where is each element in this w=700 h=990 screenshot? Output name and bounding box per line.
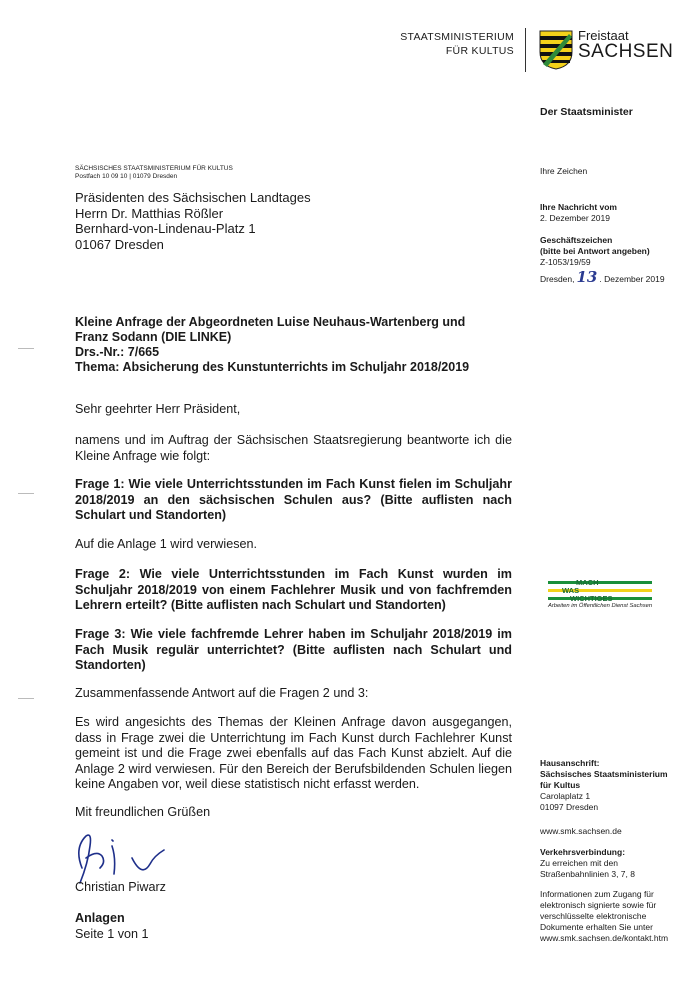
street: Carolaplatz 1 (540, 791, 591, 801)
salutation: Sehr geehrter Herr Präsident, (75, 402, 241, 416)
info-line: elektronisch signierte sowie für (540, 900, 657, 910)
date-day-handwritten: 13 (576, 268, 598, 286)
closing: Mit freundlichen Grüßen (75, 805, 211, 819)
recipient-line: Bernhard-von-Lindenau-Platz 1 (75, 221, 256, 236)
signer-name: Christian Piwarz (75, 880, 166, 894)
subject-line: Kleine Anfrage der Abgeordneten Luise Neuhaus-Wartenberg und (75, 315, 466, 329)
attachments-block (75, 910, 149, 942)
info-line: Dokumente erhalten Sie unter (540, 922, 653, 932)
info-line: verschlüsselte elektronische (540, 911, 647, 921)
org-line-1: Sächsisches Staatsministerium (540, 769, 668, 779)
subject-block (75, 315, 515, 375)
date-suffix: . Dezember 2019 (599, 274, 665, 284)
question-2: Frage 2: Wie viele Unterrichtsstunden im Fach Kunst wurden im Schuljahr 2018/2019 von einem Fachlehrer Musik und von fachfremden Lehrern erteilt? (Bitte auflisten nach Schulart und Standorten) (75, 567, 512, 612)
minister-title: Der Staatsminister (540, 106, 633, 118)
saxony-coat-of-arms-icon (539, 30, 573, 70)
intro-paragraph: namens und im Auftrag der Sächsischen Staatsregierung beantworte ich die Kleine Anfrage wie folgt: (75, 433, 512, 463)
anlagen-label: Anlagen (75, 911, 125, 925)
ministry-line-2: FÜR KULTUS (445, 45, 514, 57)
ihre-zeichen-label: Ihre Zeichen (540, 166, 588, 176)
subject-line: Thema: Absicherung des Kunstunterrichts im Schuljahr 2018/2019 (75, 360, 470, 374)
hausanschrift-block (540, 758, 668, 813)
ihre-nachricht-block (540, 202, 617, 224)
ihre-nachricht-value: 2. Dezember 2019 (540, 213, 610, 223)
contact-link[interactable]: www.smk.sachsen.de/kontakt.htm (540, 933, 669, 943)
recipient-line: Herrn Dr. Matthias Rößler (75, 205, 224, 221)
ministry-line-1: STAATSMINISTERIUM (400, 31, 514, 43)
subject-line: Drs.-Nr.: 7/665 (75, 345, 160, 359)
recipient-line: 01067 Dresden (75, 236, 164, 252)
website-link[interactable]: www.smk.sachsen.de (540, 826, 622, 836)
page-count: Seite 1 von 1 (75, 927, 149, 941)
sender-line-2: Postfach 10 09 10 | 01079 Dresden (75, 173, 178, 180)
answer-2-3: Es wird angesichts des Themas der Kleinen Anfrage davon ausgegangen, dass in Frage zwei die Unterrichtung im Fach Kunst durch Fachlehrer Kunst gemeint ist und die Frage zwei ebenfalls auf das Fach Kunst abzielt. Auf die Anlage 2 wird verwiesen. Für den Bereich der Berufsbildenden Schulen liegen keine Angaben vor, weil diese statistisch nicht erfasst werden. (75, 715, 512, 791)
recipient-address (75, 190, 311, 252)
subject-line: Franz Sodann (DIE LINKE) (75, 330, 232, 344)
sender-line-1: SÄCHSISCHES STAATSMINISTERIUM FÜR KULTUS (75, 165, 233, 172)
answer-1: Auf die Anlage 1 wird verwiesen. (75, 537, 258, 551)
sender-address (75, 165, 233, 181)
org-line-2: für Kultus (540, 780, 581, 790)
hausanschrift-label: Hausanschrift: (540, 758, 600, 768)
verkehr-line-2: Straßenbahnlinien 3, 7, 8 (540, 869, 635, 879)
question-3: Frage 3: Wie viele fachfremde Lehrer haben im Schuljahr 2018/2019 im Fach Musik regulär unterrichtet? (Bitte auflisten nach Schulart und Standorten) (75, 627, 512, 672)
question-1: Frage 1: Wie viele Unterrichtsstunden im Fach Kunst fielen im Schuljahr 2018/2019 an den sächsischen Schulen aus? (Bitte auflisten nach Schulart und Standorten) (75, 477, 512, 522)
freistaat-label: Freistaat (578, 28, 629, 43)
fold-mark (18, 698, 34, 699)
verkehr-line-1: Zu erreichen mit den (540, 858, 618, 868)
geschaeftszeichen-label: Geschäftszeichen (540, 235, 613, 245)
info-line: Informationen zum Zugang für (540, 889, 654, 899)
punch-mark (18, 493, 34, 494)
fold-mark (18, 348, 34, 349)
ihre-nachricht-label: Ihre Nachricht vom (540, 202, 617, 212)
geschaeftszeichen-block (540, 235, 650, 268)
header-divider (525, 28, 526, 72)
mach-caption: Arbeiten im Öffentlichen Dienst Sachsen (548, 603, 653, 609)
letter-date (540, 268, 665, 286)
handwritten-signature (72, 828, 172, 888)
geschaeftszeichen-value: Z-1053/19/59 (540, 257, 591, 267)
ministry-name (390, 30, 514, 58)
was-word: WAS (562, 586, 580, 595)
date-prefix: Dresden, (540, 274, 575, 284)
summary-heading: Zusammenfassende Antwort auf die Fragen 2 und 3: (75, 686, 369, 700)
info-block (540, 889, 668, 944)
sachsen-label: SACHSEN (578, 41, 674, 62)
recipient-line: Präsidenten des Sächsischen Landtages (75, 190, 311, 205)
verkehr-label: Verkehrsverbindung: (540, 847, 626, 857)
city: 01097 Dresden (540, 802, 599, 812)
wichtiges-word: WICHTIGES (570, 594, 613, 603)
mach-word: MACH (576, 578, 599, 587)
verkehr-block (540, 847, 635, 880)
geschaeftszeichen-hint: (bitte bei Antwort angeben) (540, 246, 650, 256)
